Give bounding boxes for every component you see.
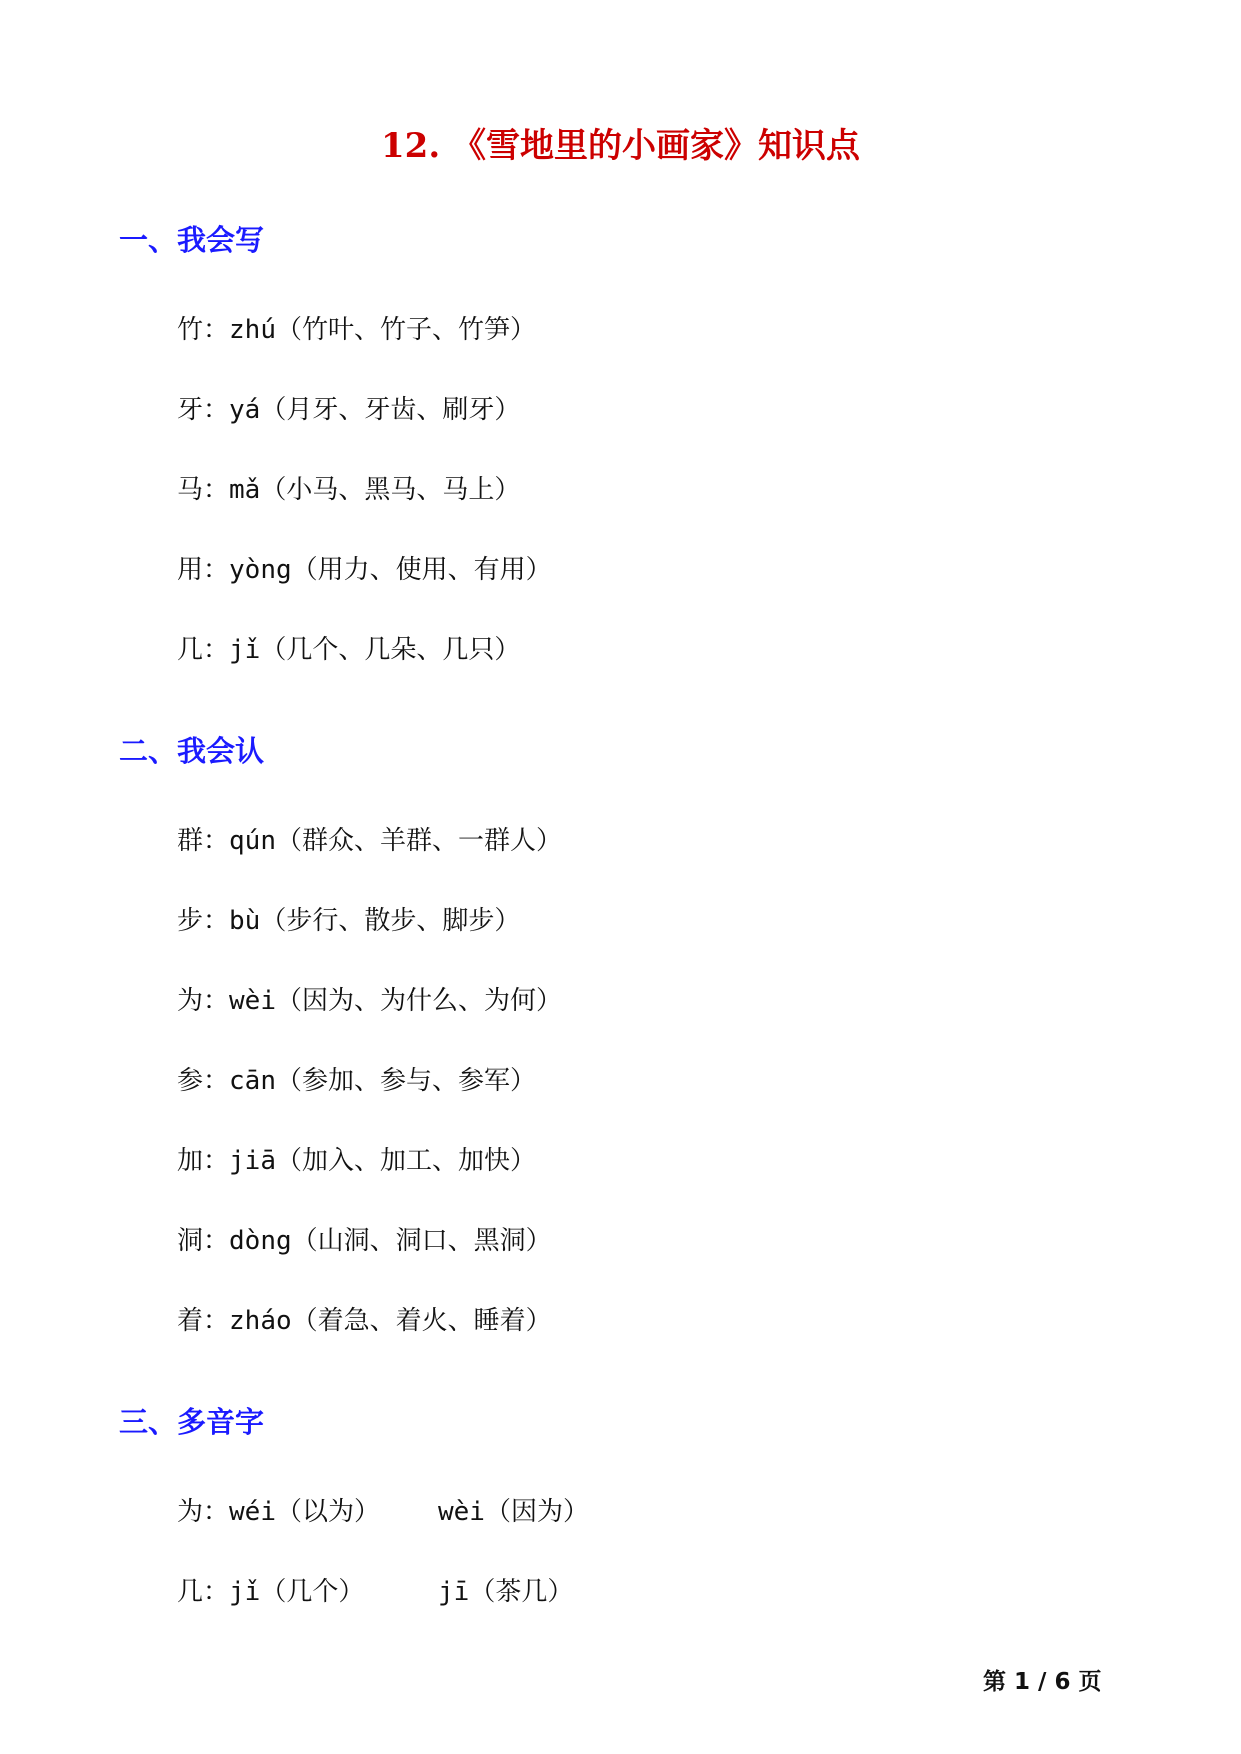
character: 步：	[177, 906, 230, 936]
example-words: （用力、使用、有用）	[291, 555, 552, 585]
list-item	[177, 1303, 552, 1339]
list-item	[177, 392, 520, 428]
character: 牙：	[177, 395, 230, 425]
list-item	[177, 823, 562, 859]
total-pages: 6	[1054, 1669, 1071, 1695]
page-number	[983, 1666, 1102, 1698]
pinyin: wèi	[229, 986, 276, 1016]
example-words: （群众、羊群、一群人）	[275, 826, 562, 856]
page-prefix: 第	[983, 1669, 1006, 1695]
list-item	[177, 1494, 589, 1530]
pinyin: yá	[229, 395, 261, 425]
pinyin: wèi	[438, 1497, 485, 1527]
current-page: 1	[1014, 1669, 1031, 1695]
pinyin: mǎ	[229, 475, 261, 505]
page-separator: /	[1038, 1669, 1047, 1695]
list-item	[177, 552, 552, 588]
list-item	[177, 312, 536, 348]
pinyin: jǐ	[229, 1577, 261, 1607]
example-words: （因为）	[484, 1497, 589, 1527]
pinyin: dòng	[229, 1226, 292, 1256]
list-item	[177, 903, 520, 939]
pinyin: zhú	[229, 315, 276, 345]
pinyin: zháo	[229, 1306, 292, 1336]
pinyin: jǐ	[229, 635, 261, 665]
character: 几：	[177, 1577, 230, 1607]
example-words: （几个、几朵、几只）	[260, 635, 521, 665]
section-heading-polyphonic: 三、多音字	[119, 1405, 265, 1439]
character: 为：	[177, 986, 230, 1016]
pinyin: yòng	[229, 555, 292, 585]
character: 洞：	[177, 1226, 230, 1256]
example-words: （步行、散步、脚步）	[260, 906, 521, 936]
list-item	[177, 472, 520, 508]
example-words: （小马、黑马、马上）	[260, 475, 521, 505]
section-heading-write: 一、我会写	[119, 223, 265, 257]
list-item	[177, 1574, 574, 1610]
character: 加：	[177, 1146, 230, 1176]
character: 用：	[177, 555, 230, 585]
page-suffix: 页	[1078, 1669, 1102, 1695]
list-item	[177, 983, 562, 1019]
document-title: 12. 《雪地里的小画家》知识点	[381, 126, 860, 166]
character: 为：	[177, 1497, 230, 1527]
example-words: （因为、为什么、为何）	[275, 986, 562, 1016]
list-item	[177, 1063, 536, 1099]
character: 群：	[177, 826, 230, 856]
list-item	[177, 632, 520, 668]
character: 着：	[177, 1306, 230, 1336]
pinyin: qún	[229, 826, 276, 856]
example-words: （以为）	[275, 1497, 380, 1527]
example-words: （竹叶、竹子、竹笋）	[275, 315, 536, 345]
pinyin: cān	[229, 1066, 276, 1096]
second-reading	[438, 1574, 573, 1610]
pinyin: bù	[229, 906, 261, 936]
character: 竹：	[177, 315, 230, 345]
pinyin: jī	[438, 1577, 470, 1607]
example-words: （月牙、牙齿、刷牙）	[260, 395, 521, 425]
example-words: （山洞、洞口、黑洞）	[291, 1226, 552, 1256]
character: 参：	[177, 1066, 230, 1096]
list-item	[177, 1223, 552, 1259]
example-words: （参加、参与、参军）	[275, 1066, 536, 1096]
example-words: （加入、加工、加快）	[275, 1146, 536, 1176]
pinyin: wéi	[229, 1497, 276, 1527]
example-words: （着急、着火、睡着）	[291, 1306, 552, 1336]
character: 几：	[177, 635, 230, 665]
section-heading-recognize: 二、我会认	[119, 734, 265, 768]
example-words: （茶几）	[469, 1577, 574, 1607]
pinyin: jiā	[229, 1146, 276, 1176]
second-reading	[438, 1494, 589, 1530]
list-item	[177, 1143, 536, 1179]
example-words: （几个）	[260, 1577, 365, 1607]
character: 马：	[177, 475, 230, 505]
